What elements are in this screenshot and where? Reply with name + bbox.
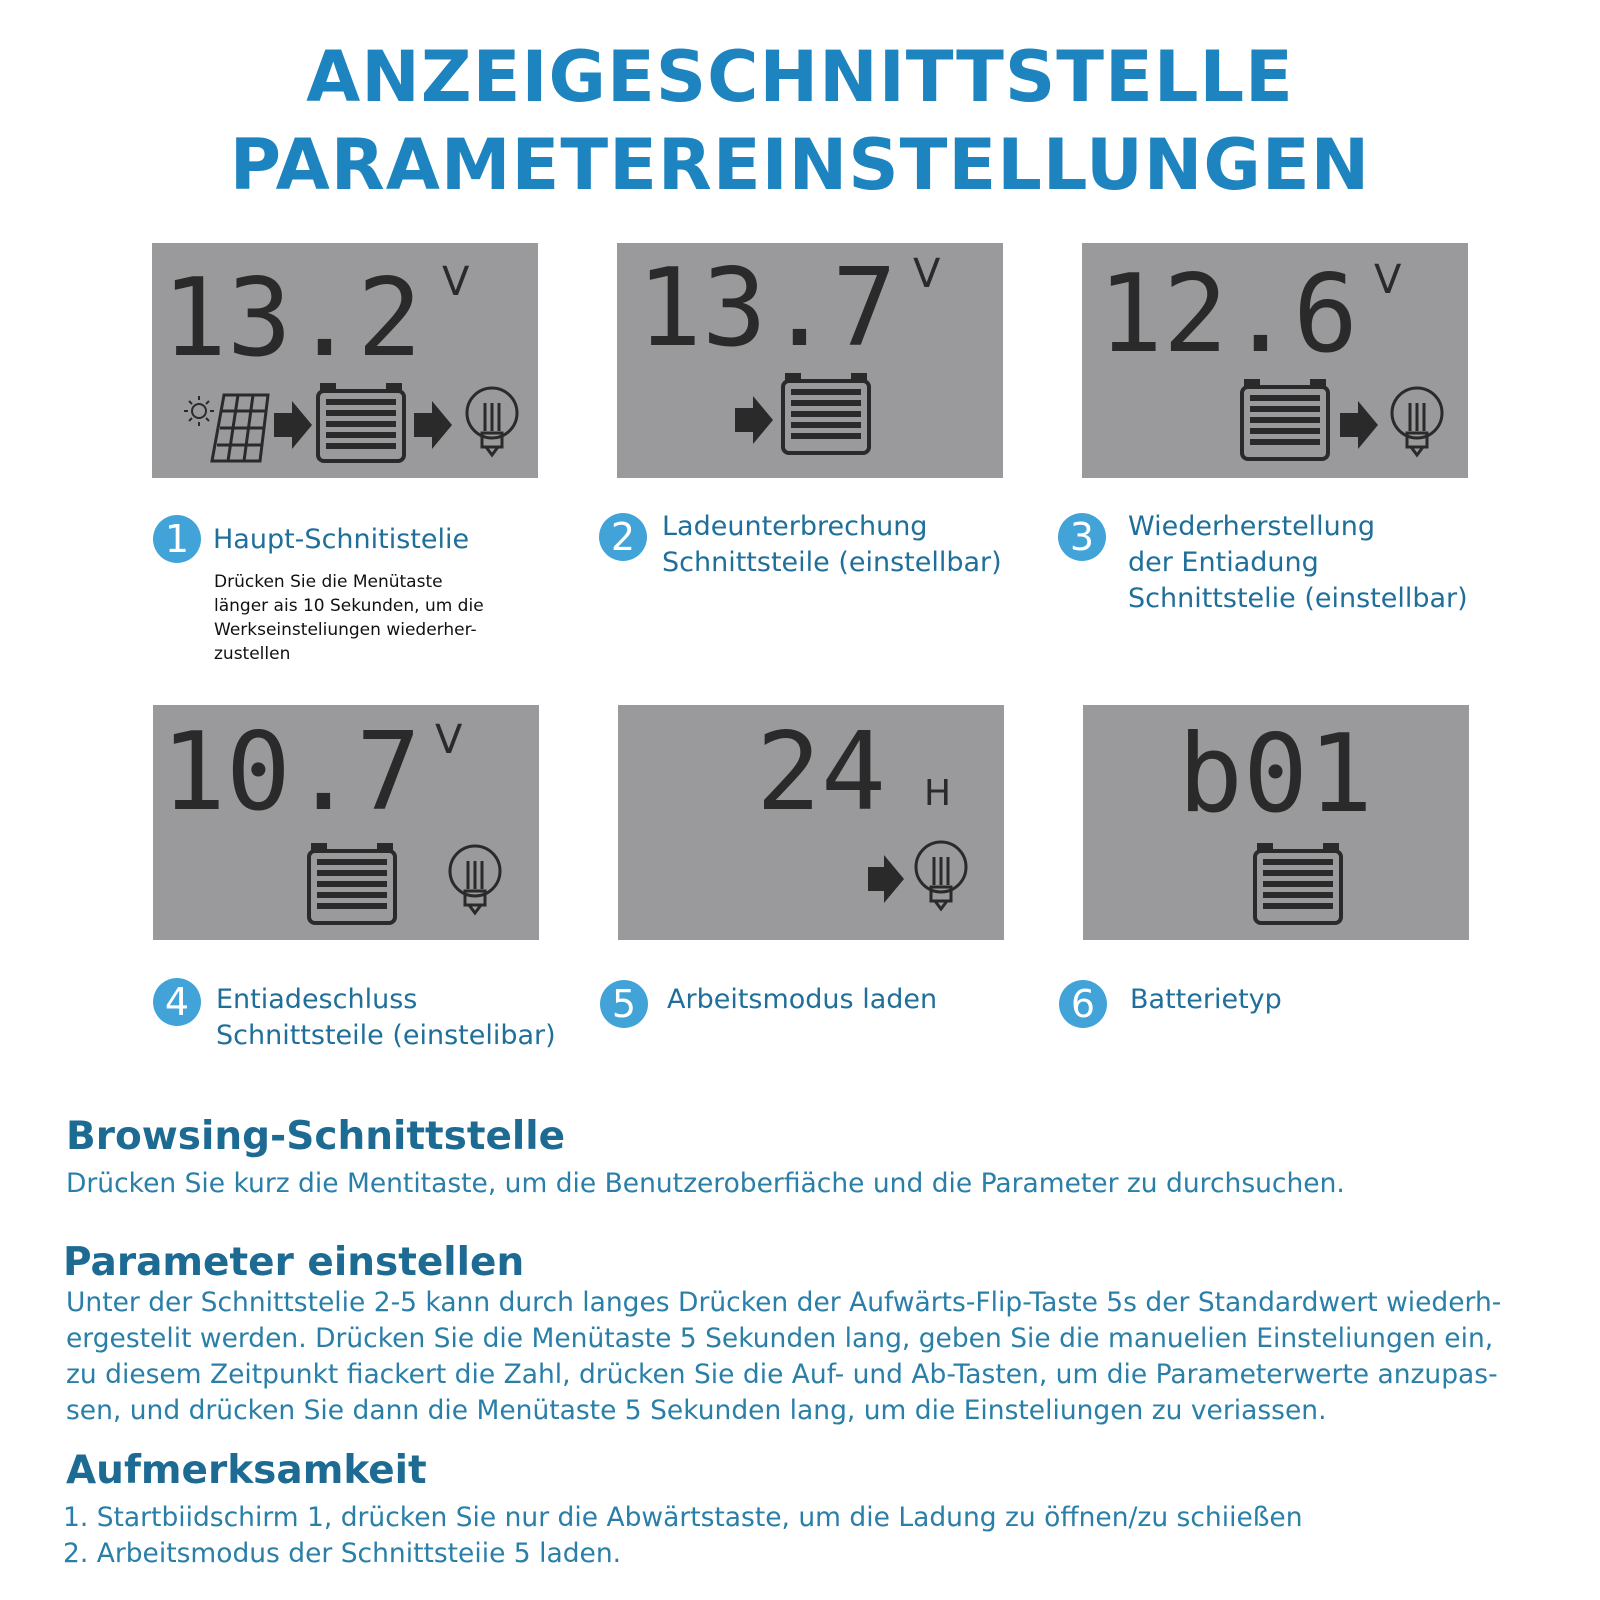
- note-line: Werkseinsteliungen wiederher-: [214, 620, 477, 640]
- item-number-badge: 5: [600, 980, 648, 1028]
- lcd-unit: V: [435, 717, 463, 763]
- item-caption: [1130, 982, 1282, 1018]
- paragraph-line: ergestelit werden. Drücken Sie die Menütaste 5 Sekunden lang, geben Sie die manuelien Einsteliungen ein,: [66, 1323, 1494, 1354]
- section-text-attention: [63, 1500, 1303, 1572]
- item-number-badge: 1: [153, 515, 201, 563]
- caption-line: Schnittsteile (einstellbar): [662, 547, 1002, 578]
- bulb-icon: [916, 842, 966, 909]
- note-line: Drücken Sie die Menütaste: [214, 572, 443, 592]
- section-text-browsing: [66, 1166, 1345, 1202]
- lcd-panel-discharge-recovery: [1082, 243, 1468, 478]
- item-number-badge: 2: [599, 513, 647, 561]
- lcd-panel-battery-type: [1083, 705, 1469, 940]
- caption-line: Batterietyp: [1130, 984, 1282, 1015]
- arrow-right-icon: [1340, 401, 1378, 449]
- lcd-readout: 13.2: [161, 256, 422, 381]
- lcd-unit: V: [442, 259, 470, 305]
- note-line: länger ais 10 Sekunden, um die: [214, 596, 484, 616]
- lcd-unit: H: [924, 773, 952, 814]
- section-text-parameter: [66, 1285, 1501, 1429]
- lcd-unit: V: [913, 251, 941, 297]
- paragraph-line: Drücken Sie kurz die Mentitaste, um die Benutzeroberfiäche und die Parameter zu durchsuchen.: [66, 1168, 1345, 1199]
- lcd-readout: 13.7: [636, 246, 897, 371]
- lcd-readout: 24: [755, 710, 886, 835]
- lcd-panel-load-mode: [618, 705, 1004, 940]
- battery-icon: [783, 373, 869, 453]
- page-title-line-1: ANZEIGESCHNITTSTELLE: [306, 36, 1294, 118]
- caption-line: Haupt-Schnitistelie: [213, 524, 470, 555]
- item-caption: [213, 522, 469, 558]
- battery-icon: [1242, 379, 1328, 459]
- lcd-panel-main: [152, 243, 538, 478]
- list-item: 1. Startbiidschirm 1, drücken Sie nur die Abwärtstaste, um die Ladung zu öffnen/zu schiießen: [63, 1502, 1303, 1533]
- arrow-right-icon: [735, 396, 773, 444]
- arrow-right-icon: [868, 855, 904, 903]
- paragraph-line: Unter der Schnittstelie 2-5 kann durch langes Drücken der Aufwärts-Flip-Taste 5s der Standardwert wiederh-: [66, 1287, 1502, 1318]
- item-note: [214, 570, 514, 666]
- caption-line: Ladeunterbrechung: [662, 511, 928, 542]
- battery-icon: [318, 383, 404, 461]
- caption-line: Entiadeschluss: [216, 984, 418, 1015]
- lcd-panel-charge-cut: [617, 243, 1003, 478]
- note-line: zustellen: [214, 644, 291, 664]
- caption-line: der Entiadung: [1128, 547, 1319, 578]
- item-number-badge: 4: [153, 978, 201, 1026]
- item-caption: [667, 982, 937, 1018]
- lcd-panel-discharge-stop: [153, 705, 539, 940]
- bulb-icon: [450, 846, 500, 913]
- section-heading-parameter: Parameter einstellen: [63, 1240, 525, 1285]
- section-heading-attention: Aufmerksamkeit: [66, 1448, 427, 1493]
- battery-icon: [1255, 843, 1341, 923]
- lcd-readout: 12.6: [1097, 252, 1358, 377]
- page-title-line-2: PARAMETEREINSTELLUNGEN: [229, 124, 1371, 206]
- bulb-icon: [467, 388, 517, 455]
- caption-line: Arbeitsmodus laden: [667, 984, 938, 1015]
- item-number-badge: 6: [1059, 980, 1107, 1028]
- caption-line: Schnittsteile (einstelibar): [216, 1020, 556, 1051]
- item-caption: [662, 509, 1002, 581]
- list-item: 2. Arbeitsmodus der Schnittsteiie 5 laden.: [63, 1538, 622, 1569]
- lcd-unit: V: [1374, 257, 1402, 303]
- solar-panel-icon: [212, 395, 268, 461]
- caption-line: Schnittstelie (einstellbar): [1128, 583, 1468, 614]
- lcd-readout: 10.7: [160, 710, 421, 835]
- item-number-badge: 3: [1058, 513, 1106, 561]
- item-caption: [216, 982, 556, 1054]
- bulb-icon: [1392, 388, 1442, 455]
- paragraph-line: sen, und drücken Sie dann die Menütaste 5 Sekunden lang, um die Einsteliungen zu veriassen.: [66, 1395, 1327, 1426]
- paragraph-line: zu diesem Zeitpunkt fiackert die Zahl, drücken Sie die Auf- und Ab-Tasten, um die Parameterwerte anzupas-: [66, 1359, 1498, 1390]
- battery-icon: [309, 843, 395, 923]
- sun-icon: [184, 396, 214, 426]
- arrow-right-icon: [414, 401, 452, 449]
- lcd-readout: b01: [1177, 712, 1373, 837]
- caption-line: Wiederherstellung: [1128, 511, 1376, 542]
- item-caption: [1128, 509, 1468, 617]
- section-heading-browsing: Browsing-Schnittstelle: [66, 1114, 566, 1159]
- arrow-right-icon: [274, 401, 312, 449]
